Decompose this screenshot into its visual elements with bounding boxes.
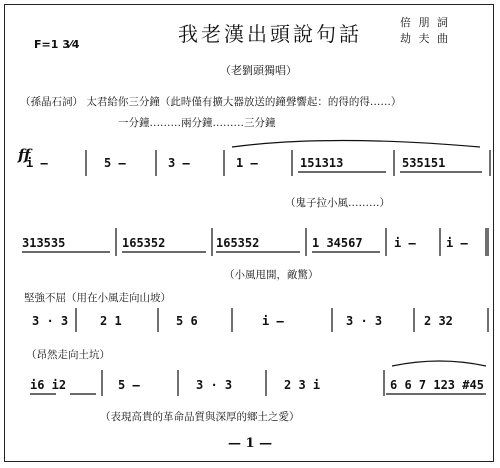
count-line: 一分鐘………兩分鐘………三分鐘 [118,117,276,129]
measure-2-2: 165352 [122,236,166,250]
performer-label: （老劉頭獨唱） [220,64,297,77]
stage-note-3: （昂然走向土坑） [26,349,110,361]
dialogue-line: （孫晶石詞） 太君給你三分鐘（此時僅有擴大器放送的鐘聲響起：的得的得……） [20,96,402,108]
measure-2-3: 165352 [216,236,260,250]
page-number: — 1 — [228,436,273,451]
measure-4-2: 5 — [118,378,140,392]
measure-2-4: 1 34567 [312,236,363,250]
tempo-marking: 堅強不屈（用在小風走向山坡） [24,292,171,304]
stage-note-1: （鬼子拉小風………） [285,197,390,209]
measure-3-3: 5 6 [176,314,198,328]
measure-4-5: 6 6 7 123 #45 [390,378,484,392]
measure-3-6: 2 32 [424,314,453,328]
measure-3-1: 3 · 3 [32,314,69,328]
lyricist-credit: 倍 朋 詞 [400,16,450,29]
measure-1-4: 1 — [236,156,258,170]
measure-3-4: i — [262,314,284,328]
measure-1-2: 5 — [104,156,126,170]
measure-2-6: i — [446,236,468,250]
measure-4-1: i6 i2 [30,378,67,392]
measure-1-3: 3 — [168,156,190,170]
composer-credit: 劫 夫 曲 [400,32,450,45]
measure-2-5: i — [394,236,416,250]
measure-3-2: 2 1 [100,314,122,328]
dynamic-marking: ff [18,146,31,164]
measure-1-1: i — [26,156,48,170]
measure-4-4: 2 3 i [284,378,321,392]
song-title: 我老漢出頭說句話 [178,22,362,46]
measure-3-5: 3 · 3 [346,314,383,328]
key-signature: F=1 3⁄4 [34,38,80,51]
measure-4-3: 3 · 3 [196,378,233,392]
measure-2-1: 313535 [22,236,66,250]
measure-1-6: 535151 [402,156,446,170]
stage-note-2: （小風甩開，敵驚） [224,269,319,281]
measure-1-5: 151313 [300,156,344,170]
stage-note-4: （表現高貴的革命品質與深厚的鄉土之愛） [100,411,300,423]
